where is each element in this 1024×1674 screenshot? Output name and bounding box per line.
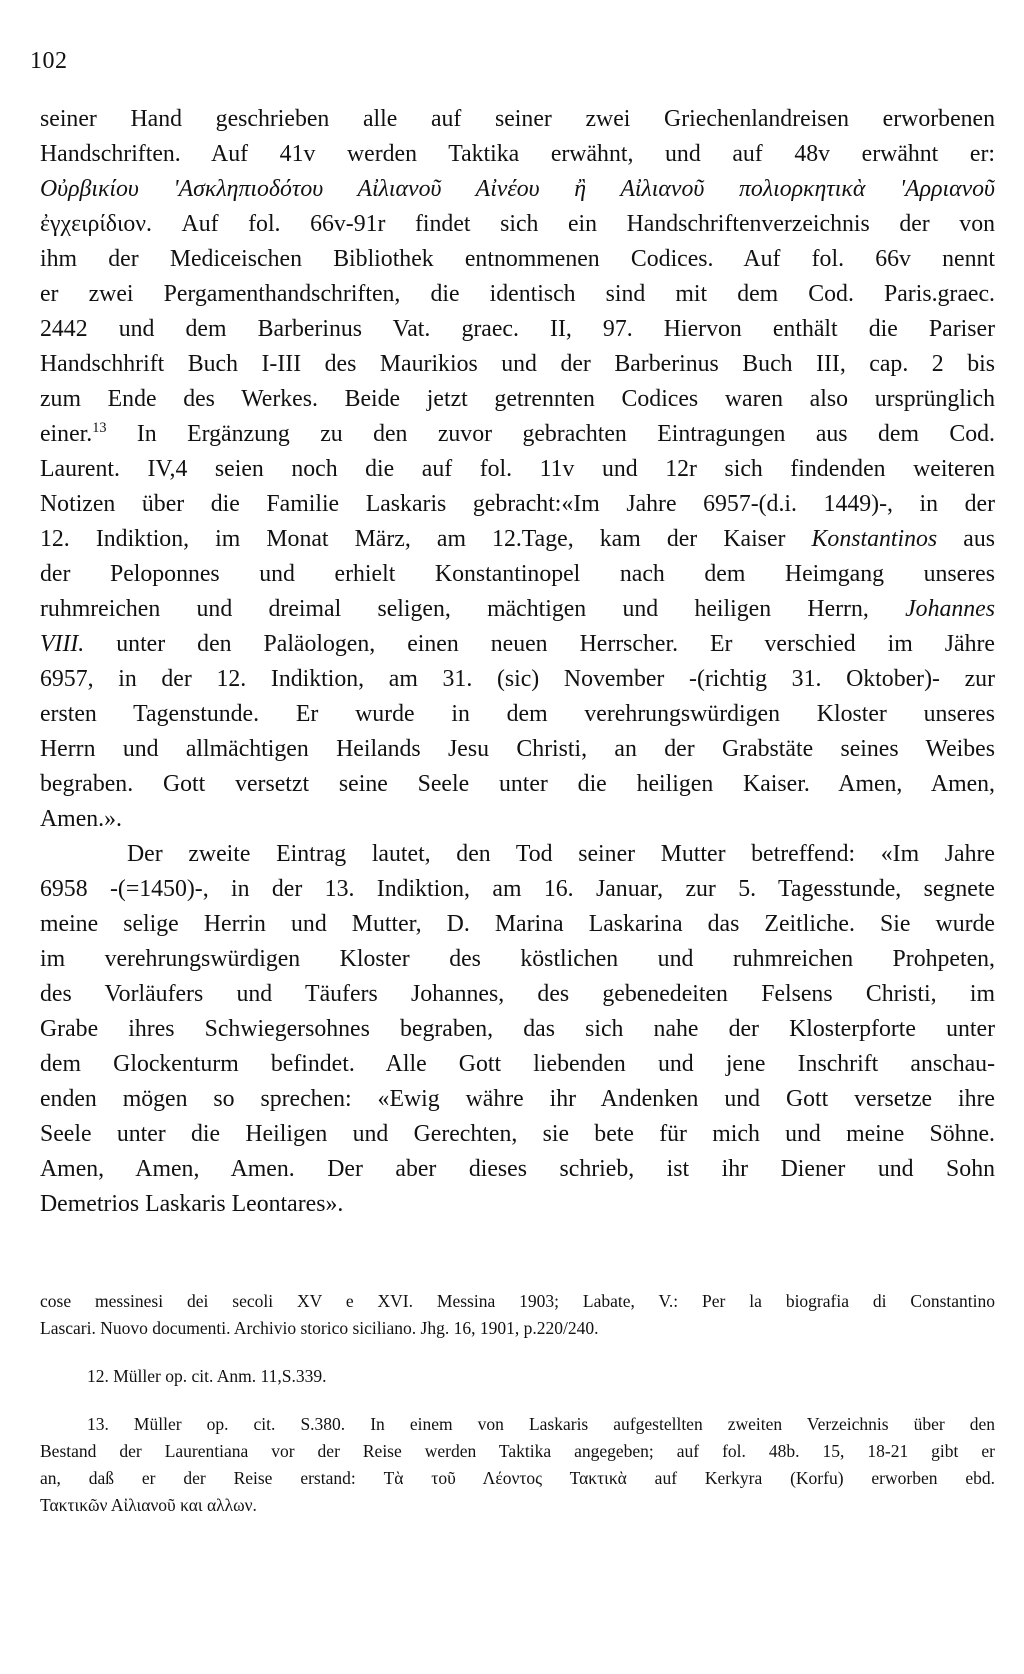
- text-line: Grabe ihres Schwiegersohnes begraben, das sich nahe der Klosterpforte unter: [40, 1016, 995, 1042]
- text-segment: aus: [937, 526, 995, 552]
- text-segment: ruhmreichen und dreimal seligen, mächtigen und heiligen Herrn,: [40, 596, 906, 622]
- footnote-ref-13: 13: [92, 420, 107, 437]
- text-line: er zwei Pergamenthandschriften, die identisch sind mit dem Cod. Paris.graec.: [40, 281, 995, 307]
- footnote-13: 13. Müller op. cit. S.380. In einem von Laskaris aufgestellten zweiten Verzeichnis über den: [87, 1414, 995, 1434]
- footnote-spacer: [40, 1342, 995, 1363]
- text-line: Herrn und allmächtigen Heilands Jesu Christi, an der Grabstäte seines Weibes: [40, 736, 995, 762]
- text-line: Handschriften. Auf 41v werden Taktika erwähnt, und auf 48v erwähnt er:: [40, 141, 995, 167]
- text-line: [40, 417, 995, 452]
- text-line: ersten Tagenstunde. Er wurde in dem verehrungswürdigen Kloster unseres: [40, 701, 995, 727]
- name-konstantinos: Konstantinos: [811, 526, 938, 552]
- text-line: begraben. Gott versetzt seine Seele unter die heiligen Kaiser. Amen, Amen,: [40, 771, 995, 797]
- text-segment: unter den Paläologen, einen neuen Herrscher. Er verschied im Jähre: [84, 631, 995, 657]
- text-segment: 12. Indiktion, im Monat März, am 12.Tage, kam der Kaiser: [40, 526, 812, 552]
- footnote-line: Τακτικῶν Αἰλιανοῦ και αλλων.: [40, 1495, 257, 1515]
- text-line: 6958 -(=1450)-, in der 13. Indiktion, am 16. Januar, zur 5. Tagesstunde, segnete: [40, 876, 995, 902]
- footnote-spacer: [40, 1390, 995, 1411]
- footnote-line: an, daß er der Reise erstand: Τὰ τοῦ Λέοντος Τακτικὰ auf Kerkyra (Korfu) erworben ebd.: [40, 1468, 995, 1488]
- greek-title: Οὐρβικίου 'Ασκληπιοδότου Αἰλιανοῦ Αἰνέου ἢ Αἰλιανοῦ πολιορκητικὰ 'Αρριανοῦ: [40, 176, 995, 202]
- text-line: Demetrios Laskaris Leontares».: [40, 1191, 344, 1217]
- text-line: seiner Hand geschrieben alle auf seiner zwei Griechenlandreisen erworbenen: [40, 106, 995, 132]
- name-viii: VIII.: [40, 631, 85, 657]
- text-line: Der zweite Eintrag lautet, den Tod seiner Mutter betreffend: «Im Jahre: [127, 841, 995, 867]
- page-number: 102: [30, 48, 68, 74]
- text-line: Amen, Amen, Amen. Der aber dieses schrieb, ist ihr Diener und Sohn: [40, 1156, 995, 1182]
- text-line: meine selige Herrin und Mutter, D. Marina Laskarina das Zeitliche. Sie wurde: [40, 911, 995, 937]
- footnote-line: Lascari. Nuovo documenti. Archivio storico siciliano. Jhg. 16, 1901, p.220/240.: [40, 1318, 599, 1338]
- text-line: [40, 592, 995, 627]
- text-line: Notizen über die Familie Laskaris gebracht:«Im Jahre 6957-(d.i. 1449)-, in der: [40, 491, 995, 517]
- footnote-line: cose messinesi dei secoli XV e XVI. Messina 1903; Labate, V.: Per la biografia di Constantino: [40, 1291, 995, 1311]
- body-text: [40, 102, 995, 1222]
- text-line: Seele unter die Heiligen und Gerechten, sie bete für mich und meine Söhne.: [40, 1121, 995, 1147]
- text-segment: In Ergänzung zu den zuvor gebrachten Eintragungen aus dem Cod.: [106, 421, 995, 447]
- text-line: [40, 522, 995, 557]
- footnote-12: 12. Müller op. cit. Anm. 11,S.339.: [87, 1366, 327, 1386]
- text-line: 6957, in der 12. Indiktion, am 31. (sic) November -(richtig 31. Oktober)- zur: [40, 666, 995, 692]
- text-line: Laurent. IV,4 seien noch die auf fol. 11v und 12r sich findenden weiteren: [40, 456, 995, 482]
- text-line: zum Ende des Werkes. Beide jetzt getrennten Codices waren also ursprünglich: [40, 386, 995, 412]
- footnotes: [40, 1288, 995, 1519]
- text-line: im verehrungswürdigen Kloster des köstlichen und ruhmreichen Prohpeten,: [40, 946, 995, 972]
- text-line: der Peloponnes und erhielt Konstantinopel nach dem Heimgang unseres: [40, 561, 995, 587]
- text-line: [40, 627, 995, 662]
- text-line: enden mögen so sprechen: «Ewig währe ihr Andenken und Gott versetze ihre: [40, 1086, 995, 1112]
- text-line: ihm der Mediceischen Bibliothek entnommenen Codices. Auf fol. 66v nennt: [40, 246, 995, 272]
- footnote-line: Bestand der Laurentiana vor der Reise werden Taktika angegeben; auf fol. 48b. 15, 18-21 gibt er: [40, 1441, 995, 1461]
- text-line: des Vorläufers und Täufers Johannes, des gebenedeiten Felsens Christi, im: [40, 981, 995, 1007]
- greek-text-line: [40, 172, 995, 207]
- text-line: 2442 und dem Barberinus Vat. graec. II, 97. Hiervon enthält die Pariser: [40, 316, 995, 342]
- text-line: Handschhrift Buch I-III des Maurikios und der Barberinus Buch III, cap. 2 bis: [40, 351, 995, 377]
- text-line: dem Glockenturm befindet. Alle Gott liebenden und jene Inschrift anschau-: [40, 1051, 995, 1077]
- text-line: ἐγχειρίδιον. Auf fol. 66v-91r findet sich ein Handschriftenverzeichnis der von: [40, 211, 995, 237]
- name-johannes: Johannes: [905, 596, 995, 622]
- text-line: Amen.».: [40, 806, 122, 832]
- text-segment: einer.: [40, 421, 93, 447]
